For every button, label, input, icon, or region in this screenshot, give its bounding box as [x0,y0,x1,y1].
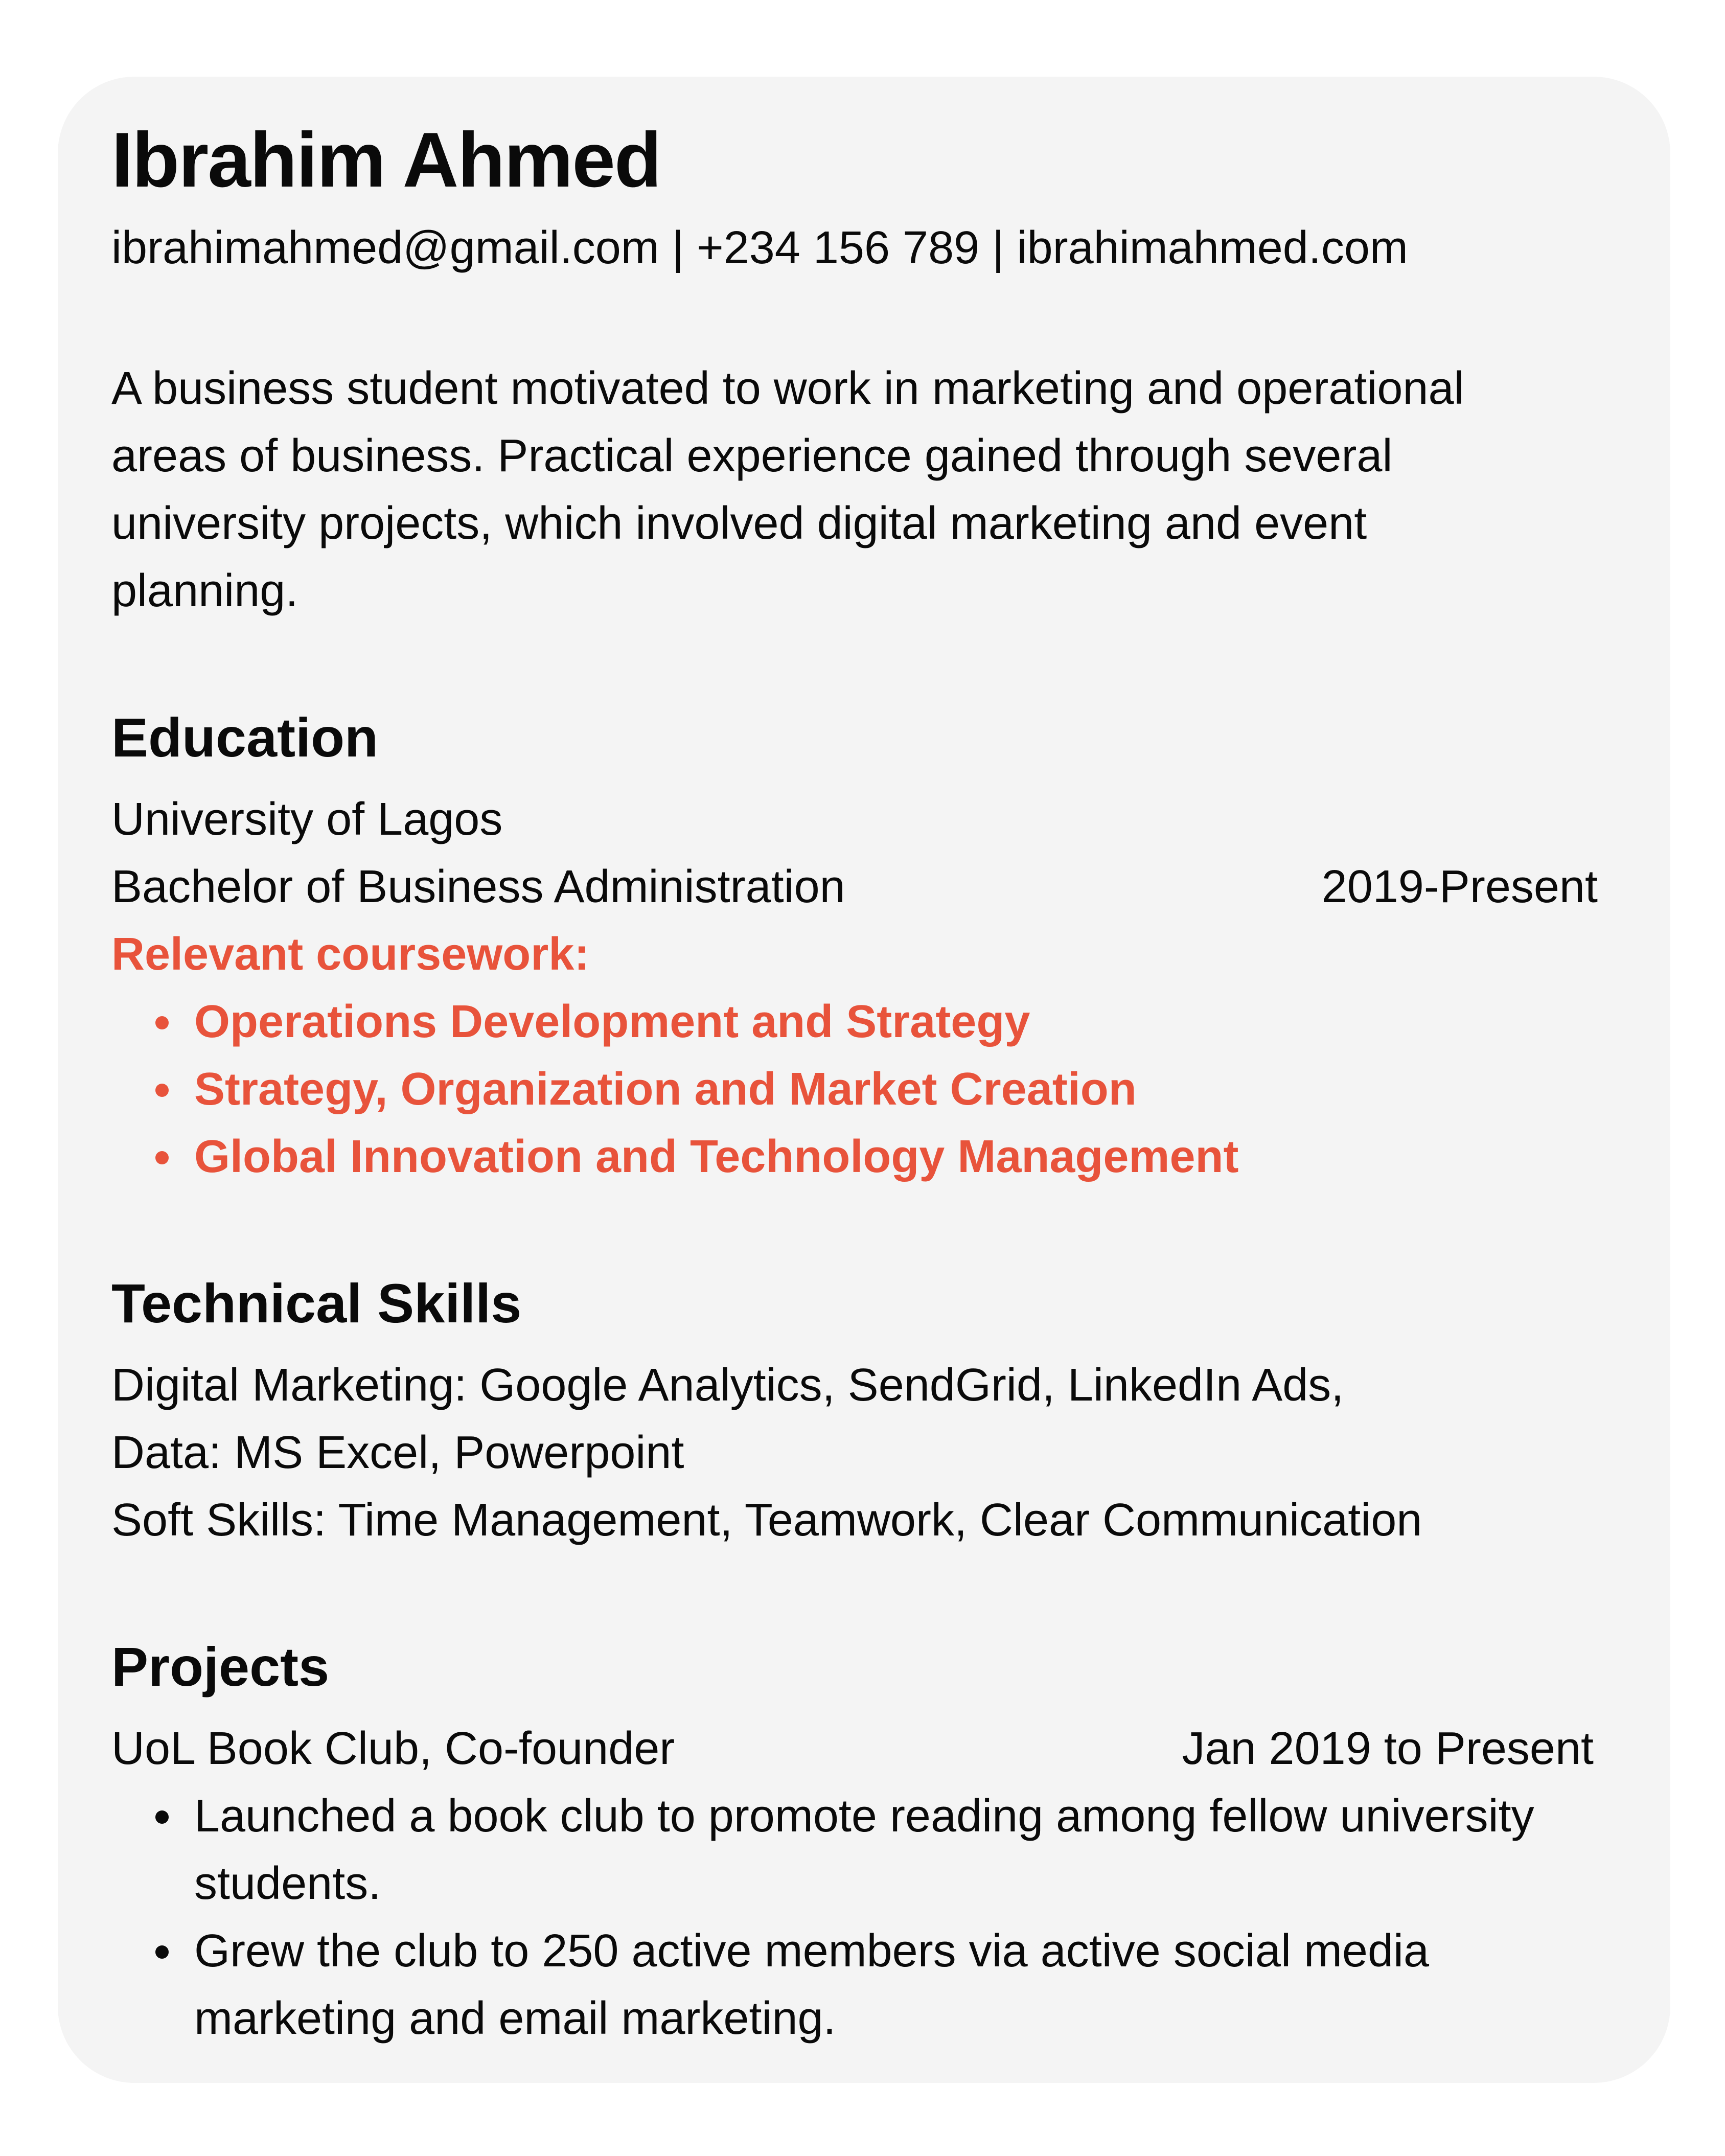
projects-section [111,1637,1670,2052]
skills-line: Soft Skills: Time Management, Teamwork, Clear Communication [111,1494,1422,1546]
project-bullet: Launched a book club to promote reading among fellow university students. [194,1782,1605,1917]
skills-line: Digital Marketing: Google Analytics, SendGrid, LinkedIn Ads, [111,1359,1344,1411]
education-school: University of Lagos [111,793,503,845]
project-bullet: Grew the club to 250 active members via active social media marketing and email marketing. [194,1917,1605,2052]
summary-paragraph: A business student motivated to work in marketing and operational areas of business. Practical experience gained through several university projects, which involved digital marketing and event planning. [111,363,1464,617]
coursework-item: Operations Development and Strategy [194,988,1670,1056]
skills-section [111,1273,1670,1554]
education-section [111,707,1670,1190]
resume-name: Ibrahim Ahmed [111,117,661,203]
skills-line: Data: MS Excel, Powerpoint [111,1427,684,1478]
skills-title: Technical Skills [111,1272,522,1334]
education-degree-row [111,853,1598,921]
coursework-item: Strategy, Organization and Market Creation [194,1056,1670,1123]
project-bullets [111,1782,1670,2052]
projects-title: Projects [111,1635,330,1698]
coursework-label: Relevant coursework: [111,928,590,980]
project-header-row [111,1715,1594,1782]
coursework-list [111,988,1670,1190]
project-dates: Jan 2019 to Present [1182,1723,1594,1774]
coursework-item: Global Innovation and Technology Management [194,1123,1670,1190]
education-dates: 2019-Present [1321,861,1598,912]
contact-line: ibrahimahmed@gmail.com | +234 156 789 | ibrahimahmed.com [111,222,1408,274]
project-role: UoL Book Club, Co-founder [111,1723,675,1774]
resume-card [58,77,1670,2083]
education-degree: Bachelor of Business Administration [111,861,845,912]
education-title: Education [111,706,379,769]
